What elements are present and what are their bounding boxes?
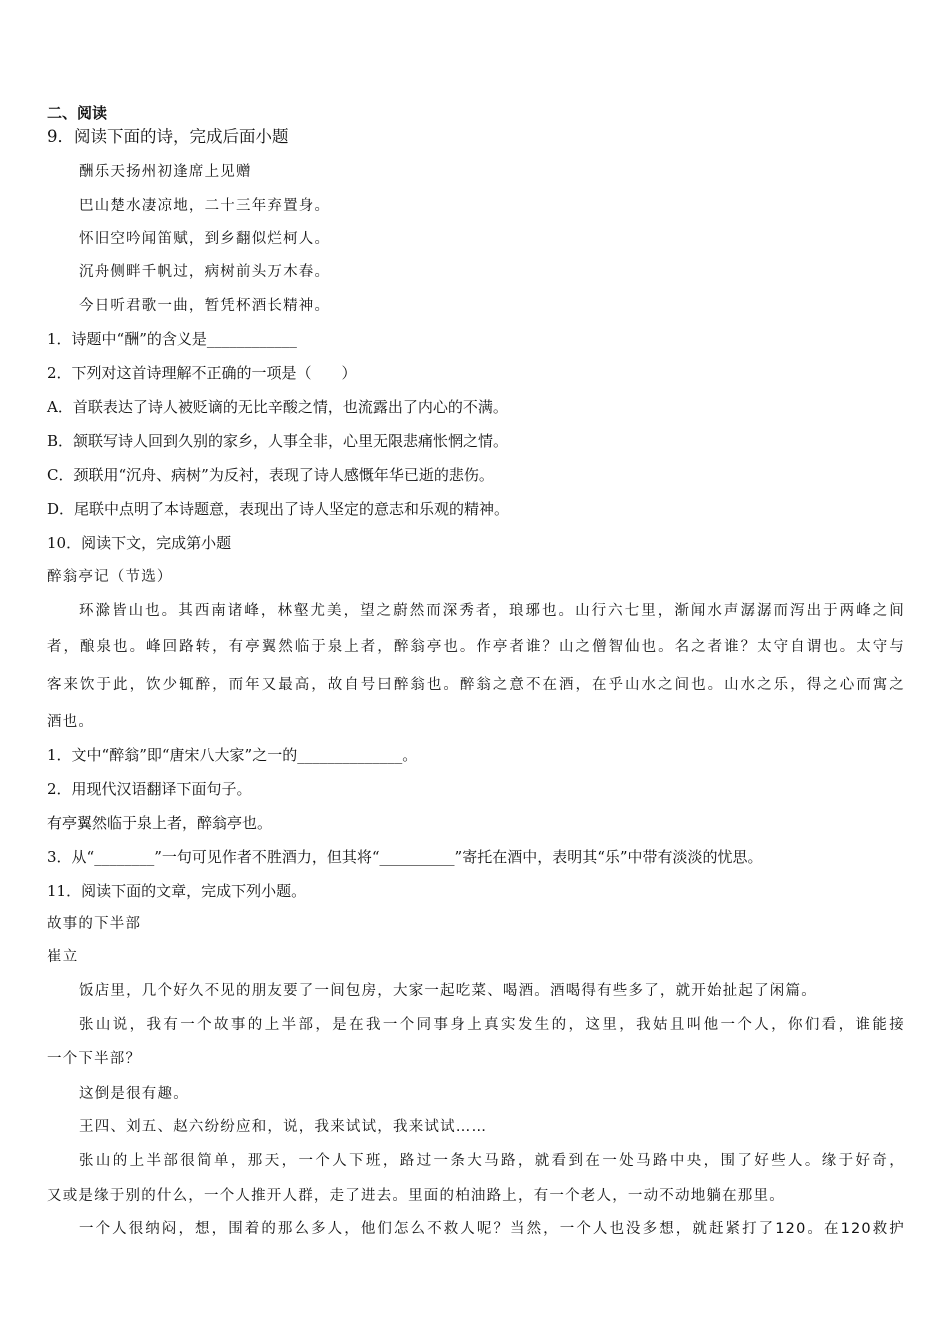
q10-passage-line: 者，酿泉也。峰回路转，有亭翼然临于泉上者，醉翁亭也。作亭者谁？山之僧智仙也。名之者谁？太守自谓也。太守与 bbox=[47, 639, 905, 655]
q10-sub2: 2．用现代汉语翻译下面句子。 bbox=[47, 780, 252, 798]
q9-poem-line: 巴山楚水凄凉地，二十三年弃置身。 bbox=[79, 198, 331, 214]
q9-option-d: D．尾联中点明了本诗题意，表现出了诗人坚定的意志和乐观的精神。 bbox=[47, 500, 510, 518]
q10-passage-line: 客来饮于此，饮少辄醉，而年又最高，故自号曰醉翁也。醉翁之意不在酒，在乎山水之间也。山水之乐，得之心而寓之 bbox=[47, 677, 905, 693]
q9-poem-line: 今日听君歌一曲，暂凭杯酒长精神。 bbox=[79, 298, 331, 314]
q10-sentence: 有亭翼然临于泉上者，醉翁亭也。 bbox=[47, 814, 273, 832]
q11-paragraph-line: 又或是缘于别的什么，一个人推开人群，走了进去。里面的柏油路上，有一个老人，一动不动地躺在那里。 bbox=[47, 1188, 785, 1204]
section-heading: 二、阅读 bbox=[47, 104, 108, 122]
q11-title: 故事的下半部 bbox=[47, 916, 142, 932]
q11-prompt: 11．阅读下面的文章，完成下列小题。 bbox=[47, 882, 307, 900]
q10-sub3: 3．从“________”一句可见作者不胜酒力，但其将“__________”寄托在酒中，表明其“乐”中带有淡淡的忧思。 bbox=[47, 848, 763, 866]
q9-poem-line: 怀旧空吟闻笛赋，到乡翻似烂柯人。 bbox=[79, 231, 331, 247]
q10-passage-line: 酒也。 bbox=[47, 714, 95, 730]
q9-option-b: B．颔联写诗人回到久别的家乡，人事全非，心里无限悲痛怅惘之情。 bbox=[47, 432, 509, 450]
q11-paragraph: 一个人很纳闷，想，围着的那么多人，他们怎么不救人呢？当然，一个人也没多想，就赶紧打了120。在120救护 bbox=[79, 1221, 905, 1237]
q9-sub2: 2．下列对这首诗理解不正确的一项是（ ） bbox=[47, 364, 357, 382]
q9-poem-line: 沉舟侧畔千帆过，病树前头万木春。 bbox=[79, 264, 331, 280]
q10-title: 醉翁亭记（节选） bbox=[47, 569, 173, 585]
q11-paragraph: 王四、刘五、赵六纷纷应和，说，我来试试，我来试试…… bbox=[79, 1119, 488, 1135]
q10-passage-line: 环滁皆山也。其西南诸峰，林壑尤美，望之蔚然而深秀者，琅琊也。山行六七里，渐闻水声潺潺而泻出于两峰之间 bbox=[79, 603, 905, 619]
q11-paragraph: 这倒是很有趣。 bbox=[79, 1086, 189, 1102]
q11-paragraph: 饭店里，几个好久不见的朋友要了一间包房，大家一起吃菜、喝酒。酒喝得有些多了，就开始扯起了闲篇。 bbox=[79, 983, 817, 999]
q9-prompt: 9．阅读下面的诗，完成后面小题 bbox=[47, 127, 289, 146]
q9-option-a: A．首联表达了诗人被贬谪的无比辛酸之情，也流露出了内心的不满。 bbox=[47, 398, 508, 416]
q11-author: 崔立 bbox=[47, 949, 79, 965]
q10-sub1: 1．文中“醉翁”即“唐宋八大家”之一的______________。 bbox=[47, 746, 418, 764]
q9-sub1: 1．诗题中“酬”的含义是____________ bbox=[47, 330, 297, 348]
q11-paragraph-line: 张山说，我有一个故事的上半部，是在我一个同事身上真实发生的，这里，我姑且叫他一个人，你们看，谁能接 bbox=[79, 1017, 905, 1033]
q10-prompt: 10．阅读下文，完成第小题 bbox=[47, 534, 232, 552]
q9-option-c: C．颈联用“沉舟、病树”为反衬，表现了诗人感慨年华已逝的悲伤。 bbox=[47, 466, 494, 484]
q11-paragraph-line: 一个下半部？ bbox=[47, 1051, 142, 1067]
q11-paragraph-line: 张山的上半部很简单，那天，一个人下班，路过一条大马路，就看到在一处马路中央，围了好些人。缘于好奇， bbox=[79, 1153, 905, 1169]
q9-poem-title: 酬乐天扬州初逢席上见赠 bbox=[79, 164, 252, 180]
